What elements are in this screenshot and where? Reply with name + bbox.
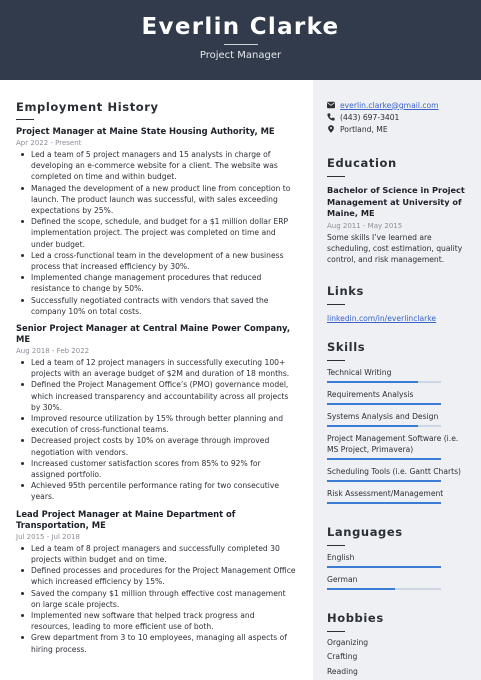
job-bullet: Defined the Project Management Office’s (PMO) governance model, which increased transparency and accountability across all projects by 30%. — [16, 379, 296, 413]
job-list — [16, 126, 296, 655]
skill-item — [327, 389, 469, 405]
job-bullet: Managed the development of a new product line from conception to launch. The product launch was successful, with sales exceeding expectations by 25%. — [16, 183, 296, 217]
skill-item — [327, 433, 469, 460]
job-date: Aug 2018 - Feb 2022 — [16, 347, 90, 356]
hobby-item: Reading — [327, 666, 358, 676]
job-date: Apr 2022 - Present — [16, 139, 82, 147]
language-item — [327, 574, 469, 590]
skills-section — [327, 340, 469, 504]
job-bullet: Achieved 95th percentile performance rating for two consecutive years. — [16, 480, 296, 502]
level-bar-fill — [327, 480, 441, 482]
job-bullet: Successfully negotiated contracts with vendors that saved the company 10% on total costs. — [16, 295, 296, 317]
skill-item — [327, 466, 469, 482]
employment-title-rule — [16, 119, 34, 120]
skill-name: Technical Writing — [327, 368, 392, 377]
job-bullet: Implemented new software that helped track progress and resources, leading to more efficient use of both. — [16, 610, 296, 632]
contact-location-row — [327, 123, 469, 135]
education-section — [327, 156, 469, 265]
level-bar — [327, 480, 441, 482]
level-bar — [327, 403, 441, 405]
skill-list — [327, 367, 469, 504]
linkedin-link[interactable]: linkedin.com/in/everlinclarke — [327, 314, 437, 323]
level-bar-fill — [327, 381, 418, 383]
language-name: German — [327, 575, 358, 584]
job-bullet: Led a team of 8 project managers and successfully completed 30 projects within budget and on time. — [16, 543, 296, 565]
resume-header — [0, 0, 481, 80]
location-pin-icon — [327, 125, 335, 133]
job-entry — [16, 126, 296, 317]
phone-number: (443) 697-3401 — [340, 112, 400, 122]
location-text: Portland, ME — [340, 124, 388, 134]
job-bullet: Increased customer satisfaction scores from 85% to 92% for assigned portfolio. — [16, 458, 296, 480]
skill-item — [327, 488, 469, 504]
job-bullet: Decreased project costs by 10% on average through improved negotiation with vendors. — [16, 435, 296, 457]
languages-title: Languages — [327, 525, 403, 539]
job-entry — [16, 323, 296, 503]
level-bar — [327, 566, 441, 568]
level-bar-fill — [327, 588, 395, 590]
level-bar — [327, 458, 441, 460]
skill-name: Systems Analysis and Design — [327, 412, 439, 421]
level-bar-fill — [327, 502, 441, 504]
job-bullet: Implemented change management procedures that reduced resistance to change by 50%. — [16, 272, 296, 294]
skill-name: Risk Assessment/Management — [327, 489, 444, 498]
job-bullet: Grew department from 3 to 10 employees, managing all aspects of hiring process. — [16, 632, 296, 654]
header-divider — [224, 44, 258, 45]
contact-email-row — [327, 99, 469, 111]
links-section — [327, 284, 469, 323]
level-bar-fill — [327, 403, 441, 405]
job-bullet: Led a cross-functional team in the development of a new business process that increased efficiency by 30%. — [16, 250, 296, 272]
links-title-rule — [327, 304, 345, 305]
skill-name: Scheduling Tools (i.e. Gantt Charts) — [327, 467, 461, 476]
contact-block — [327, 99, 469, 135]
hobbies-title: Hobbies — [327, 611, 384, 625]
phone-icon — [327, 113, 335, 121]
sidebar — [313, 80, 481, 680]
job-bullet: Led a team of 12 project managers in successfully executing 100+ projects with an average budget of $2M and duration of 18 months. — [16, 357, 296, 379]
job-bullet-list — [16, 543, 296, 655]
language-item — [327, 552, 469, 568]
job-title: Lead Project Manager at Maine Department of Transportation, ME — [16, 508, 236, 530]
candidate-name: Everlin Clarke — [141, 14, 340, 40]
level-bar-fill — [327, 425, 418, 427]
skill-name: Project Management Software (i.e. MS Project, Primavera) — [327, 434, 459, 454]
education-title: Education — [327, 156, 397, 170]
contact-phone-row — [327, 111, 469, 123]
links-title: Links — [327, 284, 364, 298]
hobbies-title-rule — [327, 631, 345, 632]
hobby-item: Crafting — [327, 652, 358, 662]
education-description: Some skills I’ve learned are scheduling, cost estimation, quality control, and risk management. — [327, 232, 463, 264]
skill-item — [327, 367, 469, 383]
education-title-rule — [327, 176, 345, 177]
job-bullet-list — [16, 149, 296, 317]
job-bullet-list — [16, 357, 296, 503]
language-name: English — [327, 553, 355, 562]
level-bar-fill — [327, 566, 441, 568]
skills-title: Skills — [327, 340, 366, 354]
level-bar-fill — [327, 458, 441, 460]
skills-title-rule — [327, 360, 345, 361]
education-date: Aug 2011 - May 2015 — [327, 221, 403, 230]
skill-item — [327, 411, 469, 427]
job-bullet: Saved the company $1 million through effective cost management on large scale projects. — [16, 588, 296, 610]
candidate-role: Project Manager — [199, 50, 282, 61]
job-bullet: Defined processes and procedures for the Project Management Office which increased efficiency by 15%. — [16, 565, 296, 587]
job-bullet: Led a team of 5 project managers and 15 analysts in charge of developing an e-commerce website for a client. The website was completed on time and within budget. — [16, 149, 296, 183]
language-list — [327, 552, 469, 590]
job-entry — [16, 509, 296, 655]
hobby-list — [327, 636, 469, 679]
education-degree: Bachelor of Science in Project Management at University of Maine, ME — [327, 185, 465, 218]
employment-title: Employment History — [16, 100, 159, 114]
email-link[interactable]: everlin.clarke@gmail.com — [340, 100, 439, 110]
level-bar — [327, 588, 441, 590]
level-bar — [327, 381, 441, 383]
hobby-item: Organizing — [327, 638, 369, 647]
job-title: Project Manager at Maine State Housing Authority, ME — [16, 126, 275, 136]
hobbies-section — [327, 611, 469, 679]
envelope-icon — [327, 101, 335, 109]
languages-section — [327, 525, 469, 590]
employment-section — [16, 100, 296, 655]
languages-title-rule — [327, 545, 345, 546]
skill-name: Requirements Analysis — [327, 390, 414, 399]
job-title: Senior Project Manager at Central Maine Power Company, ME — [16, 323, 291, 345]
job-bullet: Improved resource utilization by 15% through better planning and execution of cross-functional teams. — [16, 413, 296, 435]
job-date: Jul 2015 - Jul 2018 — [16, 532, 80, 541]
job-bullet: Defined the scope, schedule, and budget for a $1 million dollar ERP implementation project. The project was completed on time and under budget. — [16, 216, 296, 250]
level-bar — [327, 425, 441, 427]
level-bar — [327, 502, 441, 504]
